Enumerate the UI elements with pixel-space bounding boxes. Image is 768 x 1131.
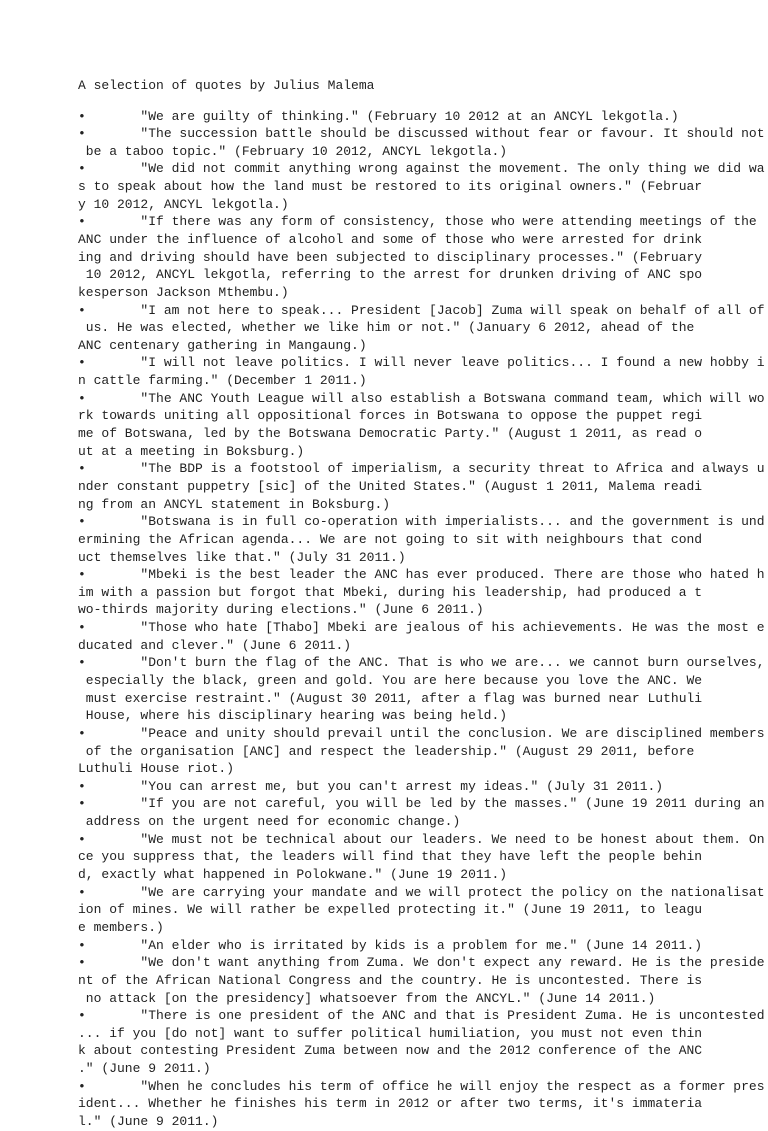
text-line: • "We don't want anything from Zuma. We don't expect any reward. He is the preside <box>78 955 765 971</box>
text-line: me of Botswana, led by the Botswana Democratic Party." (August 1 2011, as read o <box>78 426 703 442</box>
text-line: • "If you are not careful, you will be led by the masses." (June 19 2011 during an <box>78 796 765 812</box>
text-line: address on the urgent need for economic change.) <box>78 814 461 830</box>
text-line: ermining the African agenda... We are not going to sit with neighbours that cond <box>78 531 703 547</box>
text-line: • "Botswana is in full co-operation with imperialists... and the government is und <box>78 514 765 530</box>
quote-list <box>78 108 768 1131</box>
text-line: e members.) <box>78 919 164 935</box>
text-line: • "You can arrest me, but you can't arrest my ideas." (July 31 2011.) <box>78 778 664 794</box>
text-line: ion of mines. We will rather be expelled protecting it." (June 19 2011, to leagu <box>78 902 703 918</box>
text-line: nt of the African National Congress and the country. He is uncontested. There is <box>78 972 703 988</box>
text-line: must exercise restraint." (August 30 2011, after a flag was burned near Luthuli <box>78 690 703 706</box>
text-line: of the organisation [ANC] and respect the leadership." (August 29 2011, before <box>78 743 695 759</box>
text-line: im with a passion but forgot that Mbeki, during his leadership, had produced a t <box>78 584 703 600</box>
text-line: ident... Whether he finishes his term in 2012 or after two terms, it's immateria <box>78 1096 703 1112</box>
text-line: • "When he concludes his term of office he will enjoy the respect as a former pres <box>78 1078 765 1094</box>
text-line: be a taboo topic." (February 10 2012, ANCYL lekgotla.) <box>78 143 508 159</box>
text-line: • "Mbeki is the best leader the ANC has ever produced. There are those who hated h <box>78 567 765 583</box>
text-line: k about contesting President Zuma between now and the 2012 conference of the ANC <box>78 1043 703 1059</box>
text-line: uct themselves like that." (July 31 2011.) <box>78 549 406 565</box>
text-line: kesperson Jackson Mthembu.) <box>78 284 289 300</box>
text-line: ducated and clever." (June 6 2011.) <box>78 637 352 653</box>
text-line: • "Those who hate [Thabo] Mbeki are jealous of his achievements. He was the most e <box>78 620 765 636</box>
text-line: • "I am not here to speak... President [Jacob] Zuma will speak on behalf of all of <box>78 302 765 318</box>
text-line: • "The ANC Youth League will also establish a Botswana command team, which will wo <box>78 390 765 406</box>
text-line: ut at a meeting in Boksburg.) <box>78 443 305 459</box>
text-line: ANC centenary gathering in Mangaung.) <box>78 337 367 353</box>
text-line: nder constant puppetry [sic] of the United States." (August 1 2011, Malema readi <box>78 478 703 494</box>
text-line: • "The succession battle should be discussed without fear or favour. It should not <box>78 126 765 142</box>
document-title: A selection of quotes by Julius Malema <box>78 78 375 93</box>
text-line: • "There is one president of the ANC and that is President Zuma. He is uncontested <box>78 1008 765 1024</box>
text-line: wo-thirds majority during elections." (June 6 2011.) <box>78 602 484 618</box>
text-line: • "We must not be technical about our leaders. We need to be honest about them. On <box>78 831 765 847</box>
text-line: Luthuli House riot.) <box>78 761 235 777</box>
text-line: 10 2012, ANCYL lekgotla, referring to the arrest for drunken driving of ANC spo <box>78 267 703 283</box>
text-line: • "We did not commit anything wrong against the movement. The only thing we did wa <box>78 161 765 177</box>
text-line: House, where his disciplinary hearing was being held.) <box>78 708 508 724</box>
text-line: n cattle farming." (December 1 2011.) <box>78 373 367 389</box>
text-line: ." (June 9 2011.) <box>78 1061 211 1077</box>
text-line: especially the black, green and gold. You are here because you love the ANC. We <box>78 673 703 688</box>
text-line: ce you suppress that, the leaders will find that they have left the people behin <box>78 849 703 865</box>
text-line: ANC under the influence of alcohol and some of those who were arrested for drink <box>78 231 703 247</box>
text-line: s to speak about how the land must be restored to its original owners." (Februar <box>78 179 703 195</box>
text-line: us. He was elected, whether we like him or not." (January 6 2012, ahead of the <box>78 320 695 336</box>
text-line: • "Don't burn the flag of the ANC. That is who we are... we cannot burn ourselves, <box>78 655 765 671</box>
text-line: l." (June 9 2011.) <box>78 1114 219 1130</box>
text-line: rk towards uniting all oppositional forces in Botswana to oppose the puppet regi <box>78 408 703 424</box>
text-line: ... if you [do not] want to suffer political humiliation, you must not even thin <box>78 1025 703 1041</box>
text-line: • "Peace and unity should prevail until the conclusion. We are disciplined members <box>78 725 765 741</box>
text-line: no attack [on the presidency] whatsoever from the ANCYL." (June 14 2011.) <box>78 990 656 1006</box>
text-line: y 10 2012, ANCYL lekgotla.) <box>78 196 289 212</box>
text-line: ng from an ANCYL statement in Boksburg.) <box>78 496 391 512</box>
text-line: • "We are guilty of thinking." (February 10 2012 at an ANCYL lekgotla.) <box>78 108 679 124</box>
text-line: • "I will not leave politics. I will never leave politics... I found a new hobby i <box>78 355 765 371</box>
text-line: • "An elder who is irritated by kids is a problem for me." (June 14 2011.) <box>78 937 703 953</box>
text-line: • "We are carrying your mandate and we will protect the policy on the nationalisat <box>78 884 765 900</box>
text-line: • "The BDP is a footstool of imperialism, a security threat to Africa and always u <box>78 461 765 477</box>
text-line: • "If there was any form of consistency, those who were attending meetings of the <box>78 214 757 230</box>
text-line: ing and driving should have been subjected to disciplinary processes." (February <box>78 249 703 265</box>
text-line: d, exactly what happened in Polokwane." (June 19 2011.) <box>78 867 508 883</box>
